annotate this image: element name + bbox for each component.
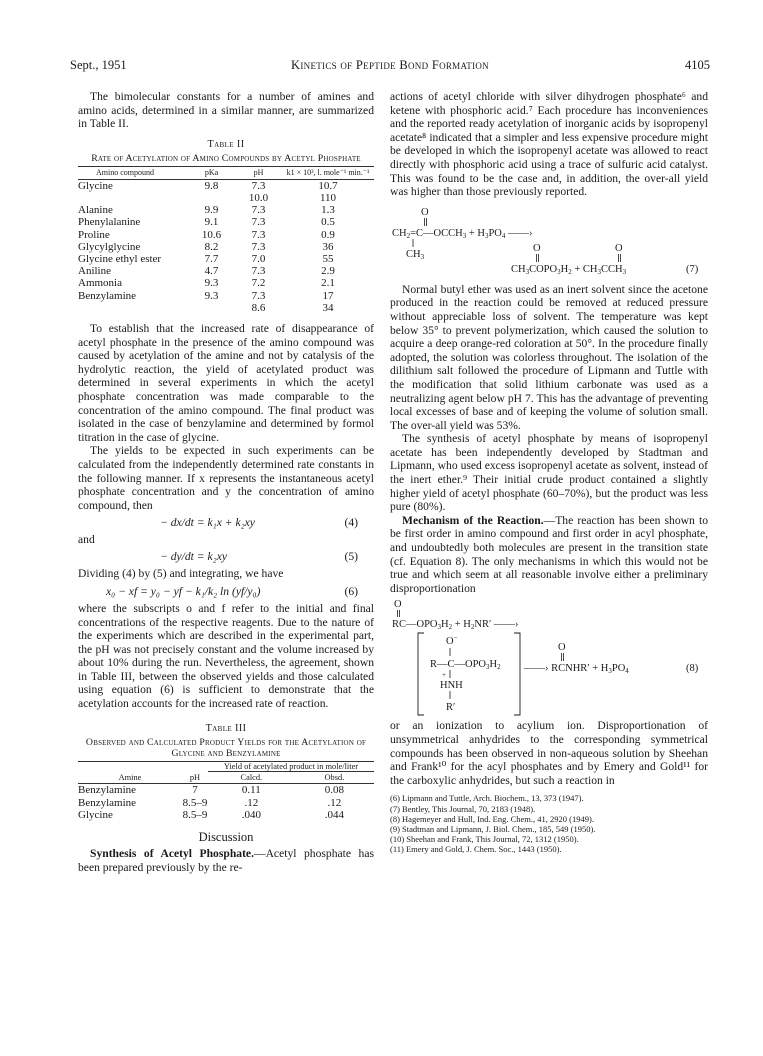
footnote: (10) Sheehan and Frank, This Journal, 72, 1312 (1950). [390,834,579,845]
value-cell: 36 [322,240,334,253]
paragraph-text: —The reaction has been shown to be first order in amino compound and first order in acyl phosphate, and undoubtedly both molecules are present in the transition state (cf. Equation 8). The only mechanisms in which this would not be true and which seem at all reasonable involve either a preliminary disproportionation [390,513,709,595]
table-row [78,797,374,809]
value-cell: 0.08 [324,784,344,797]
reaction-8-scheme [390,597,708,719]
svg-text:R′: R′ [446,702,456,714]
value-cell: 7.3 [251,240,266,253]
value-cell: 55 [322,253,334,265]
table2 [78,166,374,314]
reaction-7-scheme [390,201,708,283]
amine-cell: Benzylamine [78,796,137,809]
value-cell: 7.3 [251,265,266,278]
paragraph: or an ionization to acylium ion. Disproportionation of unsymmetrical anhydrides to the corresponding symmetrical compounds has been observed in non-aqueous solution by Sheehan and Frank¹⁰ for the acyl phosphates and by Emery and Gold¹¹ for the carboxylic anhydrides, but such a reaction in [390,719,708,787]
table2-body [78,179,374,314]
value-cell: 7.3 [251,289,266,302]
amine-cell: Glycine [78,809,113,822]
value-cell: 7.0 [251,253,266,265]
compound-cell [78,192,188,204]
svg-text:O: O [533,242,541,254]
table3-header: pH [182,772,208,784]
value-cell: 1.3 [321,204,335,217]
table3-spanner: Yield of acetylated product in mole/liter [208,762,374,772]
value-cell: 8.5–9 [182,796,208,809]
table-row [78,241,374,253]
value-cell: 2.1 [321,277,335,290]
paragraph: The bimolecular constants for a number of amines and amino acids, determined in a similar manner, are summarized in Table II. [78,90,374,131]
equation-6 [78,584,374,599]
value-cell: 9.3 [204,277,219,290]
table2-header: k1 × 10³, l. mole⁻¹ min.⁻¹ [282,167,374,180]
paragraph: where the subscripts o and f refer to the initial and final concentrations of the respective reagents. Due to the nature of the experiments which are described in the experimental part, the pH was not precisely constant and the volume increased by about 10% during the run. Nevertheless, the agreement, shown in Table III, between the observed yields and those calculated using equation (6) is sufficient to demonstrate that the acetylation accounts for the increased rate of reaction. [78,601,374,711]
paragraph [78,847,374,874]
value-cell: 9.1 [204,216,219,229]
paragraph: The synthesis of acetyl phosphate by means of isopropenyl acetate has been independently developed by Stadtman and Lipmann, who used excess isopropenyl acetate as solvent, instead of the inert ether.⁹ Their initial crude product contained a slightly higher yield of acetyl phosphate (60–70%), but the product was less pure (80%). [390,432,708,514]
header-date: Sept., 1951 [70,58,127,72]
value-cell [188,192,235,204]
subsection-heading: Mechanism of the Reaction. [402,513,544,527]
table-row [78,179,374,192]
equation-number: (5) [344,550,358,564]
footnote: (7) Bentley, This Journal, 70, 2183 (1948). [390,803,536,814]
table2-label: Table II [207,138,245,150]
value-cell: 8.2 [204,240,219,253]
svg-text:R—C—OPO3H2: R—C—OPO3H2 [430,659,501,672]
footnote: (6) Lipmann and Tuttle, Arch. Biochem., 13, 373 (1947). [390,793,584,804]
value-cell: 17 [322,289,334,302]
value-cell: .040 [241,809,261,822]
equation-number: (6) [344,584,358,598]
value-cell: 9.3 [204,289,219,302]
table3-label: Table III [205,722,247,734]
svg-text:+: + [442,671,446,680]
value-cell: 34 [322,301,334,314]
value-cell: 7 [192,784,198,797]
value-cell: 0.9 [321,228,335,241]
equation-expression: x₀ − xf = y₀ − yf − k₁/k₂ ln (yf/y₀) [106,584,261,598]
header-page-number: 4105 [685,58,710,72]
svg-text:O: O [394,599,402,611]
svg-text:CH3COPO3H2 + CH3CCH3: CH3COPO3H2 + CH3CCH3 [511,263,627,276]
compound-cell: Benzylamine [78,289,137,302]
equation-number: (7) [686,263,699,275]
value-cell: 7.3 [251,216,266,229]
table3 [78,761,374,821]
table-row [78,192,374,204]
equation-expression: − dy/dt = k₂xy [160,550,227,564]
equation-4 [78,515,374,530]
value-cell: .12 [327,796,342,809]
equation-number: (8) [686,663,699,675]
value-cell: 8.5–9 [182,809,208,822]
value-cell: 10.0 [248,191,269,204]
table2-header: pKa [188,167,235,180]
table2-header: pH [235,167,282,180]
compound-cell: Aniline [78,265,111,278]
paragraph: Normal butyl ether was used as an inert solvent since the acetone produced in the reaction could be removed at reduced pressure without appreciable loss of solvent. The temperature was kept below 35° to prevent polymerization, which caused the solution to acquire a deep orange-red coloration at 50°. In the procedure finally adopted, the solution was colorless throughout. The isolation of the dilithium salt followed the procedure of Lipmann and Tuttle with the modification that solid lithium carbonate was used as a neutralizing agent below pH 7. This has the advantage of preventing local excesses of base and of keeping the volume of solution small. The over-all yield was 53%. [390,282,708,432]
value-cell [188,302,235,314]
value-cell: .044 [324,809,344,822]
equation-expression: − dx/dt = k₁x + k₂xy [160,516,255,530]
table2-title: Rate of Acetylation of Amino Compounds by Acetyl Phosphate [91,152,361,164]
paragraph-text: —Acetyl phosphate has been prepared previously by the re- [78,847,374,874]
svg-text:O: O [421,206,429,218]
value-cell: 7.2 [251,277,266,290]
paragraph: actions of acetyl chloride with silver dihydrogen phosphate⁶ and ketene with phosphoric acid.⁷ Each procedure has inconveniences and the reported ready acetylation of inorganic acids by isopropenyl acetate⁸ indicated that a simpler and less expensive procedure might be developed in which the isopropenyl acetate was allowed to react directly with phosphoric acid using a trace of sulfuric acid catalyst. This was found to be the case and, in addition, the over-all yield was higher than those previously reported. [390,90,708,199]
value-cell: 9.8 [204,179,219,192]
table-row [78,229,374,241]
footnotes [390,793,708,854]
svg-text:O: O [615,242,623,254]
table-row [78,290,374,302]
value-cell: 7.3 [251,204,266,217]
table-row [78,302,374,314]
table-row [78,265,374,277]
value-cell: 7.3 [251,228,266,241]
amine-cell: Benzylamine [78,784,137,797]
value-cell: 8.6 [251,301,266,314]
equation-number: (4) [344,516,358,530]
paragraph: The yields to be expected in such experiments can be calculated from the independently determined rate constants in the following manner. If x represents the instantaneous acetyl phosphate concentration and y the concentration of amino compound, then [78,444,374,512]
compound-cell: Glycylglycine [78,240,141,253]
value-cell: 0.11 [241,784,261,797]
footnote: (9) Stadtman and Lipmann, J. Biol. Chem., 185, 549 (1950). [390,823,596,834]
compound-cell: Glycine ethyl ester [78,253,162,265]
value-cell: 110 [319,191,337,204]
value-cell: 0.5 [321,216,335,229]
table3-header: Calcd. [208,772,295,784]
value-cell: 10.6 [201,228,222,241]
table-row [78,277,374,289]
svg-text:O−: O− [446,634,458,648]
value-cell: .12 [244,796,259,809]
compound-cell [78,302,188,314]
table-row [78,784,374,797]
table-row [78,216,374,228]
svg-text:RC—OPO3H2 + H2NR′ ——›: RC—OPO3H2 + H2NR′ ——› [392,619,519,632]
svg-text:CH2=C—OCCH3 + H3PO4 ——›: CH2=C—OCCH3 + H3PO4 ——› [392,227,533,240]
value-cell: 10.7 [318,179,338,192]
table-row [78,809,374,821]
compound-cell: Ammonia [78,277,122,290]
table2-header: Amino compound [78,167,188,180]
value-cell: 9.9 [204,204,219,217]
table3-header: Obsd. [295,772,374,784]
value-cell: 7.3 [251,179,266,192]
compound-cell: Phenylalanine [78,216,141,229]
value-cell: 4.7 [204,265,219,278]
svg-text:O: O [558,642,566,654]
svg-text:CH3: CH3 [406,248,425,261]
footnote: (11) Emery and Gold, J. Chem. Soc., 1443 (1950). [390,844,562,855]
table-row [78,253,374,265]
compound-cell: Glycine [78,179,113,192]
paragraph [390,514,708,596]
equation-5 [78,549,374,564]
paragraph: To establish that the increased rate of disappearance of acetyl phosphate in the presence of the amino compound was caused by acetylation of the amine and not by catalysis of the hydrolytic reaction, the yield of acetylated product was determined in several experiments in which the acetyl phosphate concentration was made comparable to the concentration of the amino compound. The final product was isolated in the case of benzylamine and determined by formol titration in the case of glycine. [78,322,374,444]
svg-text:——› RCNHR′ + H3PO4: ——› RCNHR′ + H3PO4 [524,663,629,676]
subsection-heading: Synthesis of Acetyl Phosphate. [90,847,254,861]
table3-header: Amine [78,772,182,784]
footnote: (8) Hagemeyer and Hull, Ind. Eng. Chem., 41, 2920 (1949). [390,813,594,824]
table3-body [78,784,374,822]
table-row [78,204,374,216]
paragraph: Dividing (4) by (5) and integrating, we have [78,567,284,581]
svg-text:HNH: HNH [440,680,463,692]
compound-cell: Alanine [78,204,113,217]
left-column [78,90,374,874]
running-header [70,58,710,76]
table3-title: Observed and Calculated Product Yields for the Acetylation of Glycine and Benzylamine [85,736,367,760]
connector-text: and [78,533,95,547]
value-cell: 7.7 [204,253,219,265]
right-column [390,90,708,855]
section-heading: Discussion [198,829,254,844]
header-title: Kinetics of Peptide Bond Formation [291,58,489,72]
compound-cell: Proline [78,228,110,241]
value-cell: 2.9 [321,265,335,278]
